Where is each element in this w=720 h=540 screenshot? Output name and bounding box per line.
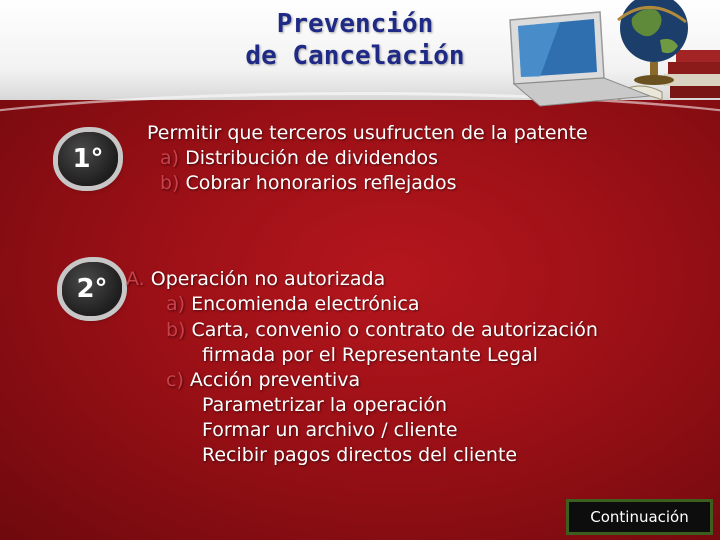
step-2-heading [126,267,385,292]
step-1-badge: 1° [58,132,118,186]
item-text: Carta, convenio o contrato de autorización [191,319,598,341]
item-marker: b) [160,172,180,194]
item-marker: b) [166,319,186,341]
title-line-1: Prevención [276,9,434,39]
slide-title [190,8,520,72]
item-marker: a) [160,147,180,169]
item-text: Encomienda electrónica [191,293,420,315]
continue-label: Continuación [590,508,689,526]
globe-laptop-books-illustration [500,0,720,108]
step-2-item-c [166,368,360,393]
step-1-item-a [160,146,438,171]
item-text: Cobrar honorarios reflejados [185,172,457,194]
step-2-subitem-2: Formar un archivo / cliente [202,419,458,441]
continue-button[interactable] [566,499,713,535]
step-2-item-b-continued: firmada por el Representante Legal [202,344,538,366]
step-2-badge: 2° [62,262,122,316]
title-line-2: de Cancelación [245,41,465,71]
step-2-subitem-1: Parametrizar la operación [202,394,448,416]
item-marker: c) [166,369,184,391]
step-2-item-a [166,292,419,317]
item-text: Acción preventiva [189,369,361,391]
item-text: Distribución de dividendos [185,147,439,169]
step-1-heading: Permitir que terceros usufructen de la patente [147,122,588,144]
heading-marker: A. [126,268,145,290]
item-marker: a) [166,293,186,315]
step-2-subitem-3: Recibir pagos directos del cliente [202,444,518,466]
step-2-item-b [166,318,598,343]
heading-text: Operación no autorizada [150,268,386,290]
step-1-item-b [160,171,456,196]
